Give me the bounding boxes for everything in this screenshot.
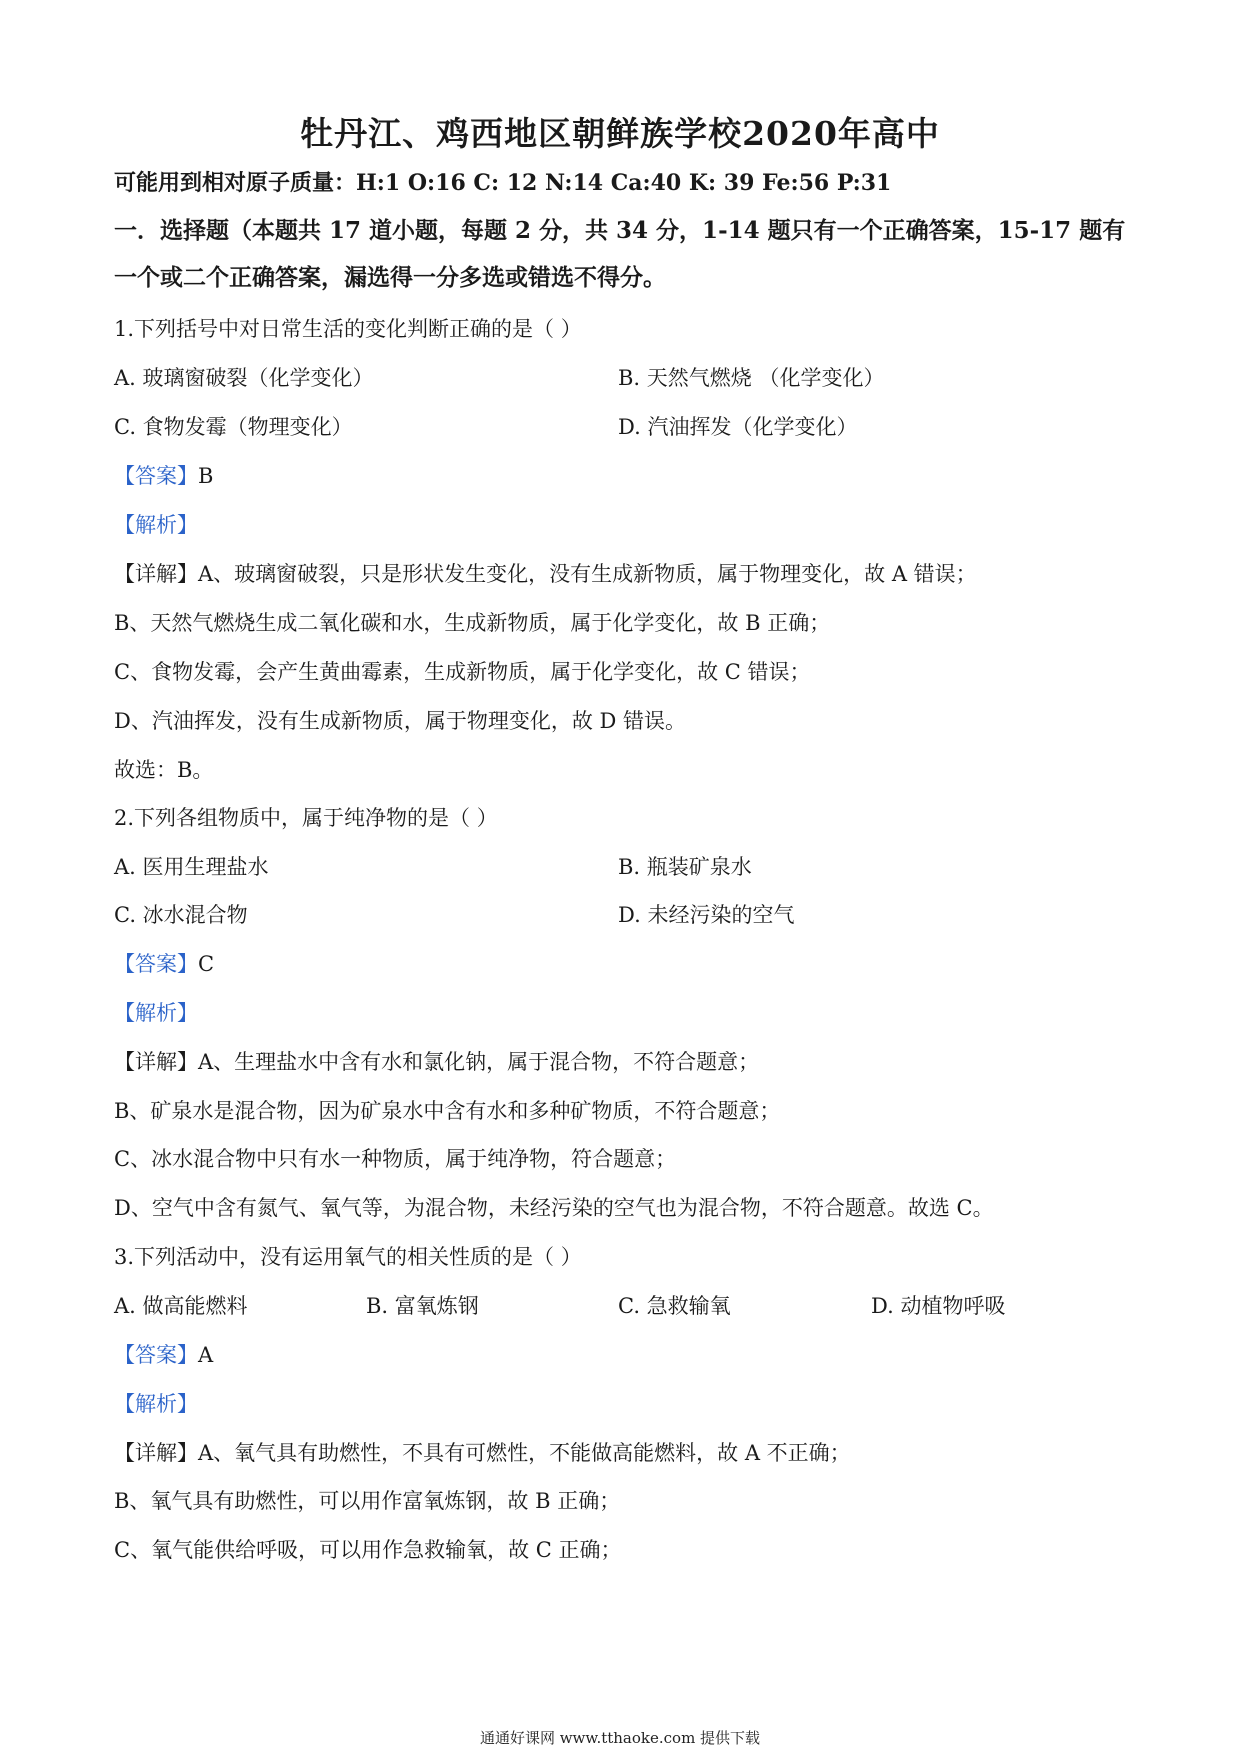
q3-option-a: A. 做高能燃料 [114,1294,248,1318]
atomic-masses: 可能用到相对原子质量：H:1 O:16 C: 12 N:14 Ca:40 K: 39 Fe:56 P:31 [114,170,892,196]
q1-option-c: C. 食物发霉（物理变化） [114,415,353,439]
q3-detail-line: C、氧气能供给呼吸，可以用作急救输氧，故 C 正确； [114,1538,622,1562]
q1-analysis-tag: 【解析】 [114,513,198,537]
q2-analysis-tag: 【解析】 [114,1001,198,1025]
q3-option-c: C. 急救输氧 [618,1294,731,1318]
q2-detail-line: C、冰水混合物中只有水一种物质，属于纯净物，符合题意； [114,1147,677,1171]
page-title: 牡丹江、鸡西地区朝鲜族学校2020年高中 [300,114,940,153]
q1-detail-line: B、天然气燃烧生成二氧化碳和水，生成新物质，属于化学变化，故 B 正确； [114,611,831,635]
q1-detail-line: C、食物发霉，会产生黄曲霉素，生成新物质，属于化学变化，故 C 错误； [114,660,811,684]
q2-option-d: D. 未经污染的空气 [618,903,795,927]
answer-tag: 【答案】 [114,952,198,976]
q3-option-b: B. 富氧炼钢 [366,1294,479,1318]
q1-answer [114,461,213,491]
answer-tag: 【答案】 [114,1343,198,1367]
answer-value: A [198,1343,214,1367]
answer-tag: 【答案】 [114,464,198,488]
q3-detail-line: 【详解】A、氧气具有助燃性，不具有可燃性，不能做高能燃料，故 A 不正确； [114,1441,851,1465]
q2-option-c: C. 冰水混合物 [114,903,248,927]
q2-answer [114,949,214,979]
q1-detail-line: D、汽油挥发，没有生成新物质，属于物理变化，故 D 错误。 [114,709,687,733]
q3-detail-line: B、氧气具有助燃性，可以用作富氧炼钢，故 B 正确； [114,1489,621,1513]
q3-option-d: D. 动植物呼吸 [871,1294,1006,1318]
q1-detail-line: 【详解】A、玻璃窗破裂，只是形状发生变化，没有生成新物质，属于物理变化，故 A 错误； [114,562,977,586]
q3-stem: 3.下列活动中，没有运用氧气的相关性质的是（ ） [114,1245,582,1269]
section-heading-line2: 一个或二个正确答案，漏选得一分多选或错选不得分。 [114,264,666,291]
q1-conclusion: 故选：B。 [114,758,214,782]
q3-analysis-tag: 【解析】 [114,1392,198,1416]
section-heading-line1: 一．选择题（本题共 17 道小题，每题 2 分，共 34 分，1-14 题只有一个正确答案，15-17 题有 [114,217,1126,244]
q2-option-a: A. 医用生理盐水 [114,855,269,879]
q2-detail-line: D、空气中含有氮气、氧气等，为混合物，未经污染的空气也为混合物，不符合题意。故选 C。 [114,1196,994,1220]
q2-stem: 2.下列各组物质中，属于纯净物的是（ ） [114,806,498,830]
q1-option-b: B. 天然气燃烧 （化学变化） [618,366,885,390]
q2-option-b: B. 瓶装矿泉水 [618,855,752,879]
q1-stem: 1.下列括号中对日常生活的变化判断正确的是（ ） [114,317,582,341]
footer-watermark: 通通好课网 www.tthaoke.com 提供下载 [479,1729,761,1747]
q1-option-d: D. 汽油挥发（化学变化） [618,415,858,439]
answer-value: C [198,952,215,976]
q2-detail-line: 【详解】A、生理盐水中含有水和氯化钠，属于混合物，不符合题意； [114,1050,760,1074]
q1-option-a: A. 玻璃窗破裂（化学变化） [114,366,374,390]
q2-detail-line: B、矿泉水是混合物，因为矿泉水中含有水和多种矿物质，不符合题意； [114,1099,781,1123]
answer-value: B [198,464,214,488]
q3-answer [114,1340,213,1370]
